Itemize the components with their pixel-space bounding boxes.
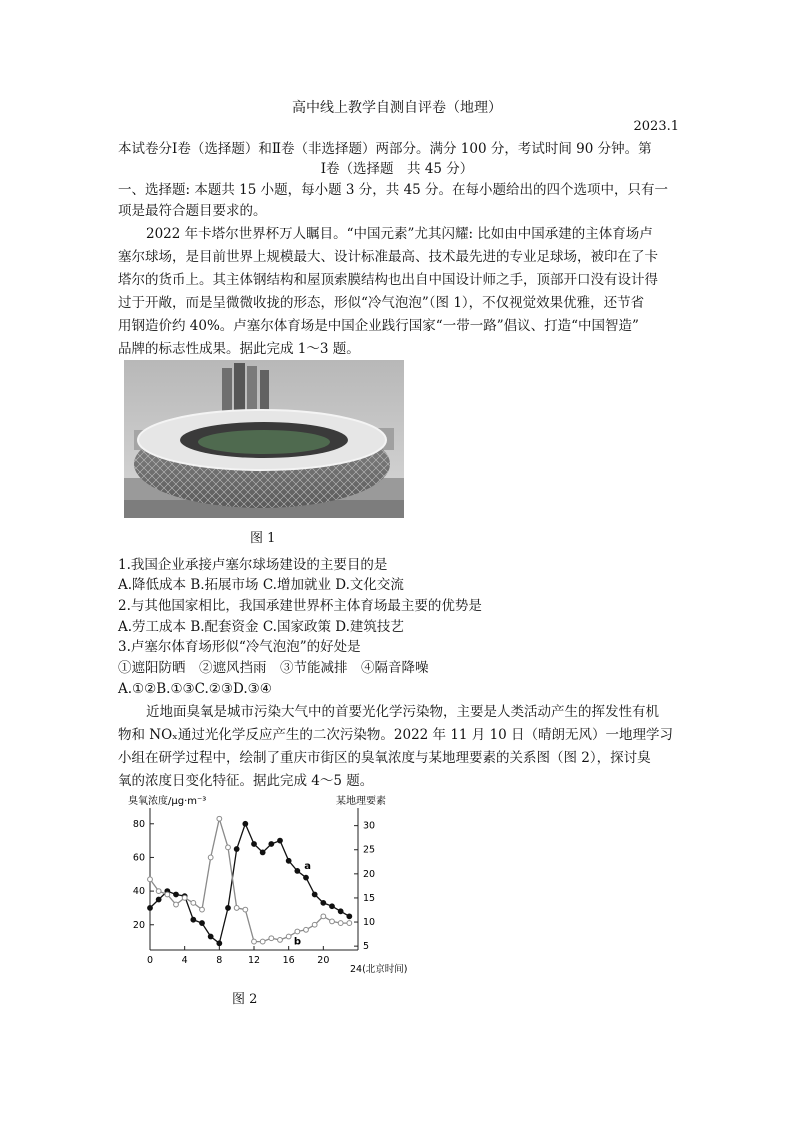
chart-point-b xyxy=(278,938,283,943)
chart-point-b xyxy=(312,922,317,927)
chart-point-b xyxy=(347,921,352,926)
chart-x-tick-label: 12 xyxy=(247,955,261,966)
chart-point-a xyxy=(174,892,179,897)
passage2-line-1: 近地面臭氧是城市污染大气中的首要光化学污染物，主要是人类活动产生的挥发性有机 xyxy=(146,704,659,720)
chart-ylabel-left: 臭氧浓度/μg·m⁻³ xyxy=(128,796,207,807)
question-2: 2.与其他国家相比，我国承建世界杯主体育场最主要的优势是 xyxy=(118,598,482,614)
chart-point-b xyxy=(260,939,265,944)
chart-point-b xyxy=(252,939,257,944)
chart-point-a xyxy=(200,921,205,926)
question-2-options: A.劳工成本 B.配套资金 C.国家政策 D.建筑技艺 xyxy=(118,619,404,635)
passage2-line-3: 小组在研学过程中，绘制了重庆市街区的臭氧浓度与某地理要素的关系图（图 2），探讨臭 xyxy=(118,750,651,766)
ozone-chart xyxy=(118,790,428,980)
chart-point-a xyxy=(234,847,239,852)
chart-point-b xyxy=(182,895,187,900)
section1-line-1: 一、选择题: 本题共 15 小题，每小题 3 分，共 45 分。在每小题给出的四个选项中，只有一 xyxy=(118,182,669,198)
chart-point-a xyxy=(338,909,343,914)
chart-y-right-tick-label: 30 xyxy=(363,820,376,832)
chart-point-a xyxy=(295,869,300,874)
chart-point-a xyxy=(321,900,326,905)
chart-point-a xyxy=(208,934,213,939)
chart-point-a xyxy=(156,897,161,902)
chart-y-right-tick-label: 25 xyxy=(363,844,376,856)
chart-point-b xyxy=(156,889,161,894)
chart-point-b xyxy=(304,927,309,932)
chart-point-b xyxy=(234,906,239,911)
chart-series-label-a: a xyxy=(304,860,312,872)
chart-y-left-tick-label: 40 xyxy=(132,886,145,898)
chart-point-a xyxy=(278,838,283,843)
chart-series-line-b xyxy=(150,819,349,942)
chart-point-b xyxy=(330,919,335,924)
chart-x-tick-label: 0 xyxy=(146,955,154,966)
chart-x-tick-label: 8 xyxy=(216,955,223,966)
figure1-caption: 图 1 xyxy=(250,531,276,546)
chart-point-a xyxy=(243,821,248,826)
chart-y-right-tick-label: 20 xyxy=(363,868,376,880)
chart-point-a xyxy=(226,906,231,911)
chart-point-b xyxy=(338,921,343,926)
intro-line-1: 本试卷分Ⅰ卷（选择题）和Ⅱ卷（非选择题）两部分。满分 100 分，考试时间 90 分钟。第 xyxy=(118,141,652,157)
passage1-line-6: 品牌的标志性成果。据此完成 1～3 题。 xyxy=(118,341,360,357)
passage1-line-3: 塔尔的货币上。其主体钢结构和屋顶索膜结构也出自中国设计师之手，顶部开口没有设计得 xyxy=(118,272,658,288)
passage1-line-2: 塞尔球场，是目前世界上规模最大、设计标准最高、技术最先进的专业足球场，被印在了卡 xyxy=(118,249,658,265)
chart-point-a xyxy=(260,850,265,855)
passage1-line-5: 用钢造价约 40%。卢塞尔体育场是中国企业践行国家“一带一路”倡议、打造“中国智造” xyxy=(118,318,639,334)
question-1-options: A.降低成本 B.拓展市场 C.增加就业 D.文化交流 xyxy=(118,577,404,593)
chart-point-b xyxy=(321,914,326,919)
question-1: 1.我国企业承接卢塞尔球场建设的主要目的是 xyxy=(118,557,388,573)
chart-point-b xyxy=(226,845,231,850)
chart-point-b xyxy=(243,907,248,912)
chart-y-right-tick-label: 10 xyxy=(363,917,376,929)
chart-ylabel-right: 某地理要素 xyxy=(336,796,386,807)
chart-y-right-tick-label: 5 xyxy=(363,941,370,953)
paper-date: 2023.1 xyxy=(633,119,679,134)
chart-point-a xyxy=(347,914,352,919)
chart-point-b xyxy=(269,936,274,941)
chart-point-a xyxy=(217,941,222,946)
chart-point-a xyxy=(330,904,335,909)
chart-series-label-b: b xyxy=(293,936,302,948)
question-3-options: A.①②B.①③C.②③D.③④ xyxy=(118,681,272,697)
chart-point-a xyxy=(269,842,274,847)
chart-y-left-tick-label: 20 xyxy=(132,919,145,931)
section1-line-2: 项是最符合题目要求的。 xyxy=(118,203,267,219)
chart-xlabel: 24(北京时间) xyxy=(350,964,408,975)
chart-point-a xyxy=(191,917,196,922)
passage1-line-1: 2022 年卡塔尔世界杯万人瞩目。“中国元素”尤其闪耀: 比如由中国承建的主体育场卢 xyxy=(146,226,653,242)
chart-point-b xyxy=(286,934,291,939)
chart-point-a xyxy=(312,892,317,897)
chart-x-tick-label: 4 xyxy=(181,955,188,966)
chart-x-tick-label: 20 xyxy=(317,955,330,966)
chart-y-right-tick-label: 15 xyxy=(363,892,376,904)
passage1-line-4: 过于开敞，而是呈微微收拢的形态，形似“冷气泡泡”（图 1），不仅视觉效果优雅，还节省 xyxy=(118,295,645,311)
chart-point-b xyxy=(174,902,179,907)
chart-y-left-tick-label: 60 xyxy=(132,852,145,864)
figure2-caption: 图 2 xyxy=(232,992,258,1007)
chart-point-a xyxy=(286,858,291,863)
chart-point-b xyxy=(217,816,222,821)
chart-point-a xyxy=(304,875,309,880)
chart-x-tick-label: 16 xyxy=(282,955,295,966)
intro-line-2: Ⅰ卷（选择题 共 45 分） xyxy=(320,161,474,177)
chart-point-a xyxy=(252,842,257,847)
chart-point-a xyxy=(148,906,153,911)
chart-y-left-tick-label: 80 xyxy=(132,818,145,830)
paper-title: 高中线上教学自测自评卷（地理） xyxy=(292,100,502,116)
chart-point-b xyxy=(200,907,205,912)
passage2-line-2: 物和 NOₓ通过光化学反应产生的二次污染物。2022 年 11 月 10 日（晴朗无风）一地理学习 xyxy=(118,727,674,743)
chart-point-b xyxy=(148,877,153,882)
chart-point-b xyxy=(295,929,300,934)
chart-point-b xyxy=(208,855,213,860)
question-3: 3.卢塞尔体育场形似“冷气泡泡”的好处是 xyxy=(118,639,361,655)
chart-point-b xyxy=(191,900,196,905)
passage2-line-4: 氧的浓度日变化特征。据此完成 4～5 题。 xyxy=(118,773,374,789)
chart-point-b xyxy=(165,892,170,897)
stadium-photo xyxy=(124,360,404,518)
question-3-items: ①遮阳防晒 ②遮风挡雨 ③节能减排 ④隔音降噪 xyxy=(118,660,429,676)
